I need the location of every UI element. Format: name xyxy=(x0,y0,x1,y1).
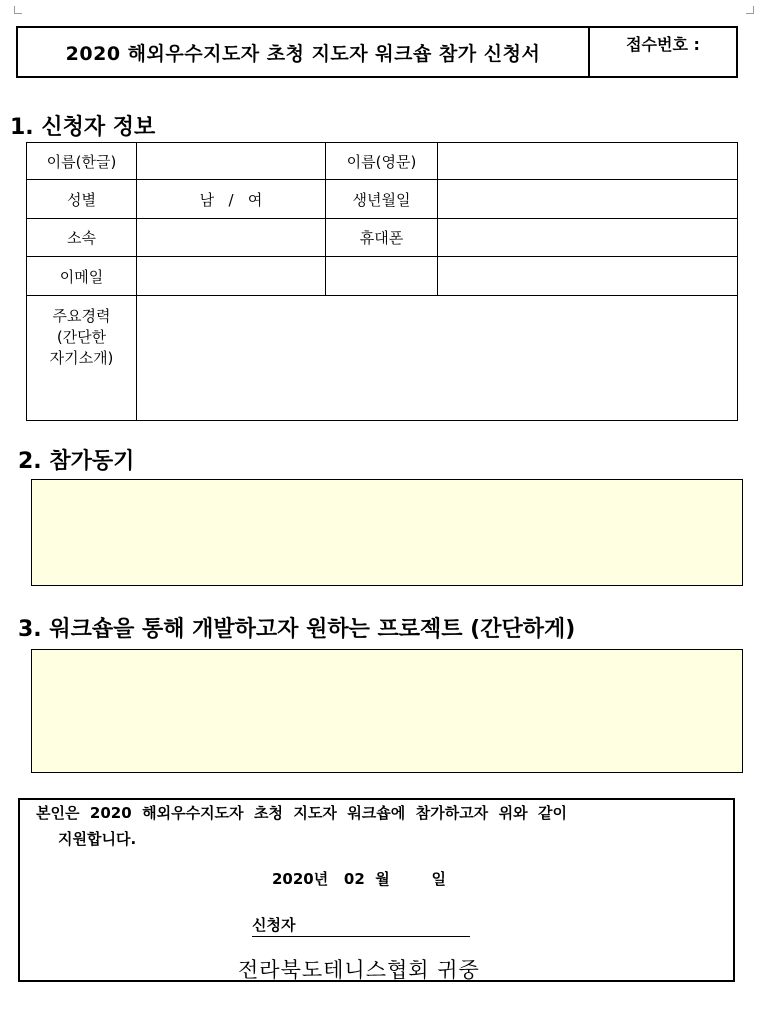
receipt-number-label: 접수번호 : xyxy=(588,28,736,76)
email-field[interactable] xyxy=(137,257,326,296)
name-kr-label: 이름(한글) xyxy=(27,143,137,180)
name-en-field[interactable] xyxy=(438,143,738,180)
birth-field[interactable] xyxy=(438,180,738,219)
mobile-label: 휴대폰 xyxy=(326,219,438,257)
declaration-date: 2020년 02 월 일 xyxy=(272,870,446,888)
declaration-text-line2: 지원합니다. xyxy=(58,830,137,848)
career-label-line3: 자기소개) xyxy=(49,349,114,367)
gender-label: 성별 xyxy=(27,180,137,219)
affiliation-label: 소속 xyxy=(27,219,137,257)
signature-line[interactable] xyxy=(252,936,470,937)
section2-heading: 2. 참가동기 xyxy=(18,449,135,474)
career-label-line1: 주요경력 xyxy=(52,307,111,325)
name-kr-field[interactable] xyxy=(137,143,326,180)
declaration-text-line1: 본인은 2020 해외우수지도자 초청 지도자 워크숍에 참가하고자 위와 같이 xyxy=(36,804,568,822)
title-box xyxy=(16,26,738,78)
declaration-box xyxy=(18,798,735,982)
email-extra-cell[interactable] xyxy=(326,257,438,296)
addressee: 전라북도테니스협회 귀중 xyxy=(238,958,480,982)
applicant-signature-label: 신청자 xyxy=(252,916,296,934)
email-label: 이메일 xyxy=(27,257,137,296)
affiliation-field[interactable] xyxy=(137,219,326,257)
career-label-line2: (간단한 xyxy=(56,328,107,346)
applicant-info-table xyxy=(26,142,738,421)
email-extra-field[interactable] xyxy=(438,257,738,296)
career-label xyxy=(27,296,137,421)
motivation-textbox[interactable] xyxy=(31,479,743,586)
project-textbox[interactable] xyxy=(31,649,743,773)
career-field[interactable] xyxy=(137,296,738,421)
gender-options[interactable]: 남 / 여 xyxy=(137,180,326,219)
section3-heading: 3. 워크숍을 통해 개발하고자 원하는 프로젝트 (간단하게) xyxy=(18,617,576,642)
form-title: 2020 해외우수지도자 초청 지도자 워크숍 참가 신청서 xyxy=(65,42,541,65)
page-corner-mark-right xyxy=(746,6,754,14)
section1-heading: 1. 신청자 정보 xyxy=(10,115,156,140)
birth-label: 생년월일 xyxy=(326,180,438,219)
page-corner-mark-left xyxy=(14,6,22,14)
mobile-field[interactable] xyxy=(438,219,738,257)
name-en-label: 이름(영문) xyxy=(326,143,438,180)
